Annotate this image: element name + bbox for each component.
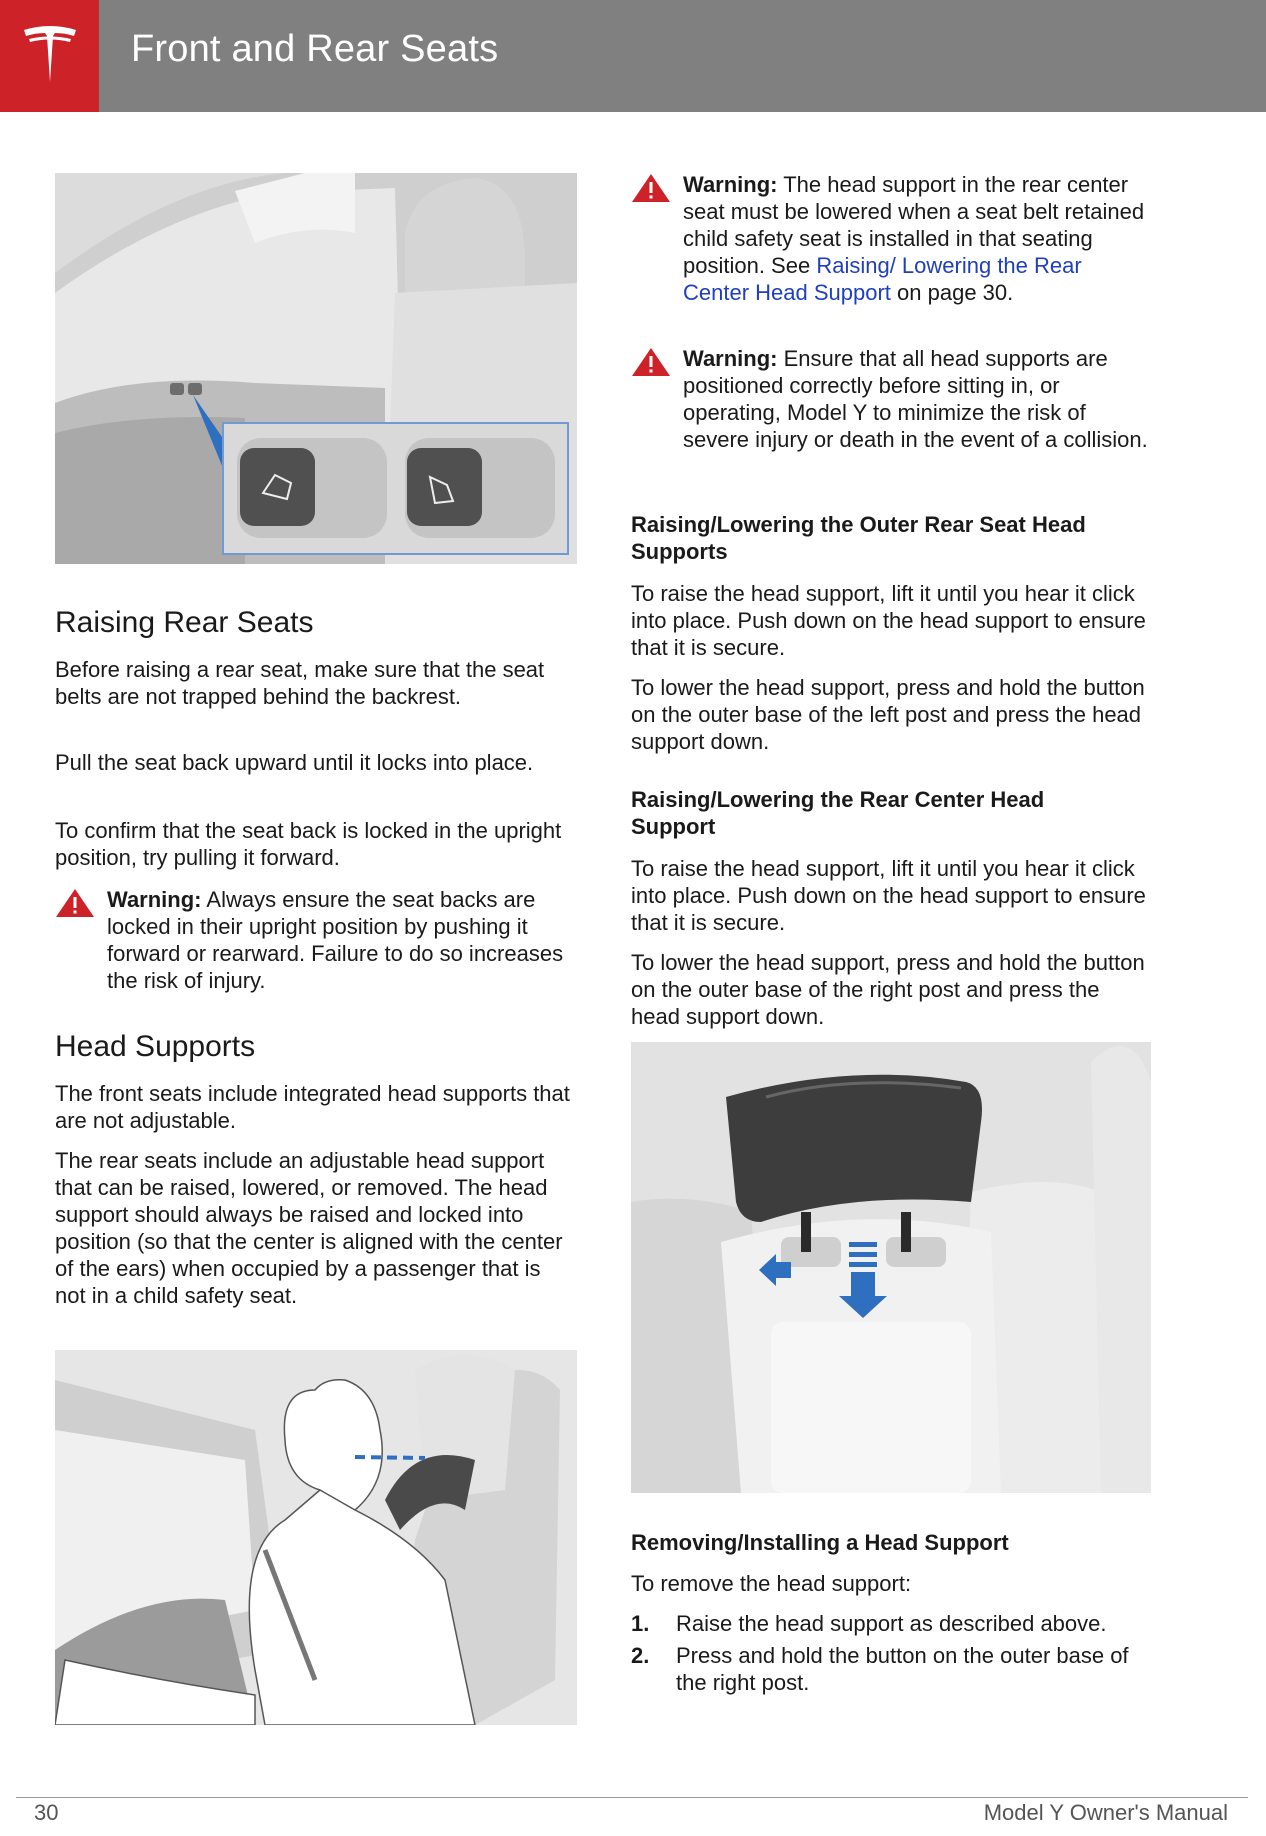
step-number: 1. — [631, 1611, 650, 1636]
tesla-logo — [0, 0, 99, 112]
warning-icon — [631, 347, 671, 377]
step-number: 2. — [631, 1643, 650, 1668]
raising-paragraph-2: Pull the seat back upward until it locks into place. — [55, 750, 534, 775]
head-paragraph-1: The front seats include integrated head supports that are not adjustable. — [55, 1081, 570, 1133]
step-text: Raise the head support as described above. — [676, 1611, 1107, 1636]
center-paragraph-2: To lower the head support, press and hold the button on the outer base of the right post and press the head support down. — [631, 950, 1145, 1029]
raising-rear-seats-heading: Raising Rear Seats — [55, 606, 314, 639]
remove-intro: To remove the head support: — [631, 1571, 912, 1596]
footer-divider — [16, 1797, 1248, 1798]
head-supports-heading: Head Supports — [55, 1030, 256, 1063]
page-header — [0, 0, 1266, 112]
raising-lowering-center-link[interactable]: Raising/ Lowering the Rear Center Head Support — [683, 253, 1082, 305]
page-title: Front and Rear Seats — [131, 28, 499, 70]
page-number: 30 — [34, 1800, 59, 1825]
tesla-logo-icon — [20, 24, 80, 88]
warning-text: The head support in the rear center seat must be lowered when a seat belt retained child safety seat is installed in that seating position. See — [683, 172, 1145, 278]
list-item — [631, 1610, 1151, 1637]
outer-head-support-heading: Raising/Lowering the Outer Rear Seat Head Supports — [631, 512, 1086, 564]
warning-icon — [55, 888, 95, 918]
warning-text: Ensure that all head supports are positioned correctly before sitting in, or operating, Model Y to minimize the risk of severe injury or death in the event of a collision. — [683, 346, 1148, 452]
warning-label: Warning: — [107, 887, 202, 912]
cargo-release-figure — [55, 173, 577, 564]
warning-suffix: on page 30. — [897, 280, 1014, 305]
remove-head-support-heading: Removing/Installing a Head Support — [631, 1530, 1009, 1555]
warning-icon — [631, 173, 671, 203]
step-text: Press and hold the button on the outer base of the right post. — [676, 1643, 1129, 1695]
removal-steps — [631, 1610, 1151, 1701]
manual-title: Model Y Owner's Manual — [983, 1800, 1228, 1825]
warning-label: Warning: — [683, 346, 778, 371]
list-item — [631, 1642, 1151, 1696]
head-paragraph-2: The rear seats include an adjustable head support that can be raised, lowered, or removed. The head support should always be raised and locked into position (so that the center is aligned with the center of the ears) when occupied by a passenger that is not in a child safety seat. — [55, 1148, 563, 1308]
warning-text: Always ensure the seat backs are locked in their upright position by pushing it forward or rearward. Failure to do so increases the risk of injury. — [107, 887, 564, 993]
center-paragraph-1: To raise the head support, lift it until you hear it click into place. Push down on the head support to ensure that it is secure. — [631, 856, 1146, 935]
outer-paragraph-2: To lower the head support, press and hold the button on the outer base of the left post and press the head support down. — [631, 675, 1145, 754]
warning-label: Warning: — [683, 172, 778, 197]
center-head-support-figure — [631, 1042, 1151, 1493]
passenger-head-support-figure — [55, 1350, 577, 1725]
raising-paragraph-3: To confirm that the seat back is locked in the upright position, try pulling it forward. — [55, 818, 562, 870]
raising-paragraph-1: Before raising a rear seat, make sure that the seat belts are not trapped behind the backrest. — [55, 657, 545, 709]
center-head-support-heading: Raising/Lowering the Rear Center Head Support — [631, 787, 1045, 839]
outer-paragraph-1: To raise the head support, lift it until you hear it click into place. Push down on the head support to ensure that it is secure. — [631, 581, 1146, 660]
